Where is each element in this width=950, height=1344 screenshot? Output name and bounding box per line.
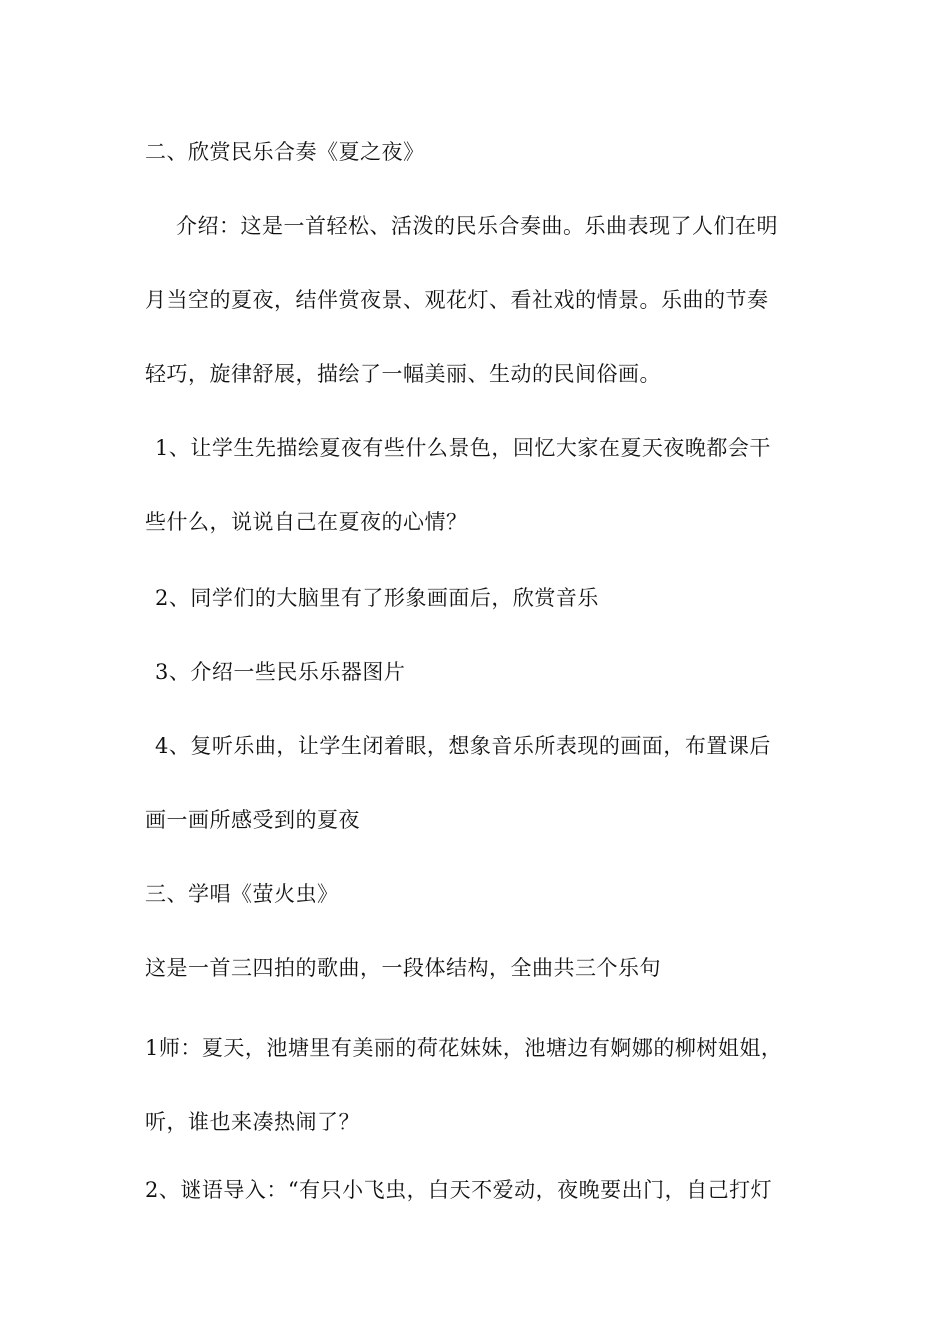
section-heading-2: 二、欣赏民乐合奏《夏之夜》: [145, 140, 425, 164]
list-item-3: 3、介绍一些民乐乐器图片: [155, 660, 406, 684]
list-item-1-line-2: 些什么，说说自己在夏夜的心情？: [145, 510, 468, 534]
riddle-paragraph-line-1: 2、谜语导入：“有只小飞虫，白天不爱动，夜晚要出门，自己打灯: [145, 1178, 773, 1202]
song-description: 这是一首三四拍的歌曲，一段体结构，全曲共三个乐句: [145, 956, 661, 980]
section-heading-3: 三、学唱《萤火虫》: [145, 882, 339, 906]
teacher-paragraph-line-2: 听，谁也来凑热闹了？: [145, 1110, 360, 1134]
intro-paragraph-line-3: 轻巧，旋律舒展，描绘了一幅美丽、生动的民间俗画。: [145, 362, 661, 386]
list-item-4-line-2: 画一画所感受到的夏夜: [145, 808, 360, 832]
list-item-1-line-1: 1、让学生先描绘夏夜有些什么景色，回忆大家在夏天夜晚都会干: [155, 436, 771, 460]
intro-paragraph-line-1: 介绍：这是一首轻松、活泼的民乐合奏曲。乐曲表现了人们在明: [176, 214, 778, 238]
teacher-paragraph-line-1: 1师：夏天，池塘里有美丽的荷花妹妹，池塘边有婀娜的柳树姐姐，: [145, 1036, 783, 1060]
list-item-2: 2、同学们的大脑里有了形象画面后，欣赏音乐: [155, 586, 599, 610]
list-item-4-line-1: 4、复听乐曲，让学生闭着眼，想象音乐所表现的画面，布置课后: [155, 734, 771, 758]
intro-paragraph-line-2: 月当空的夏夜，结伴赏夜景、观花灯、看社戏的情景。乐曲的节奏: [145, 288, 769, 312]
